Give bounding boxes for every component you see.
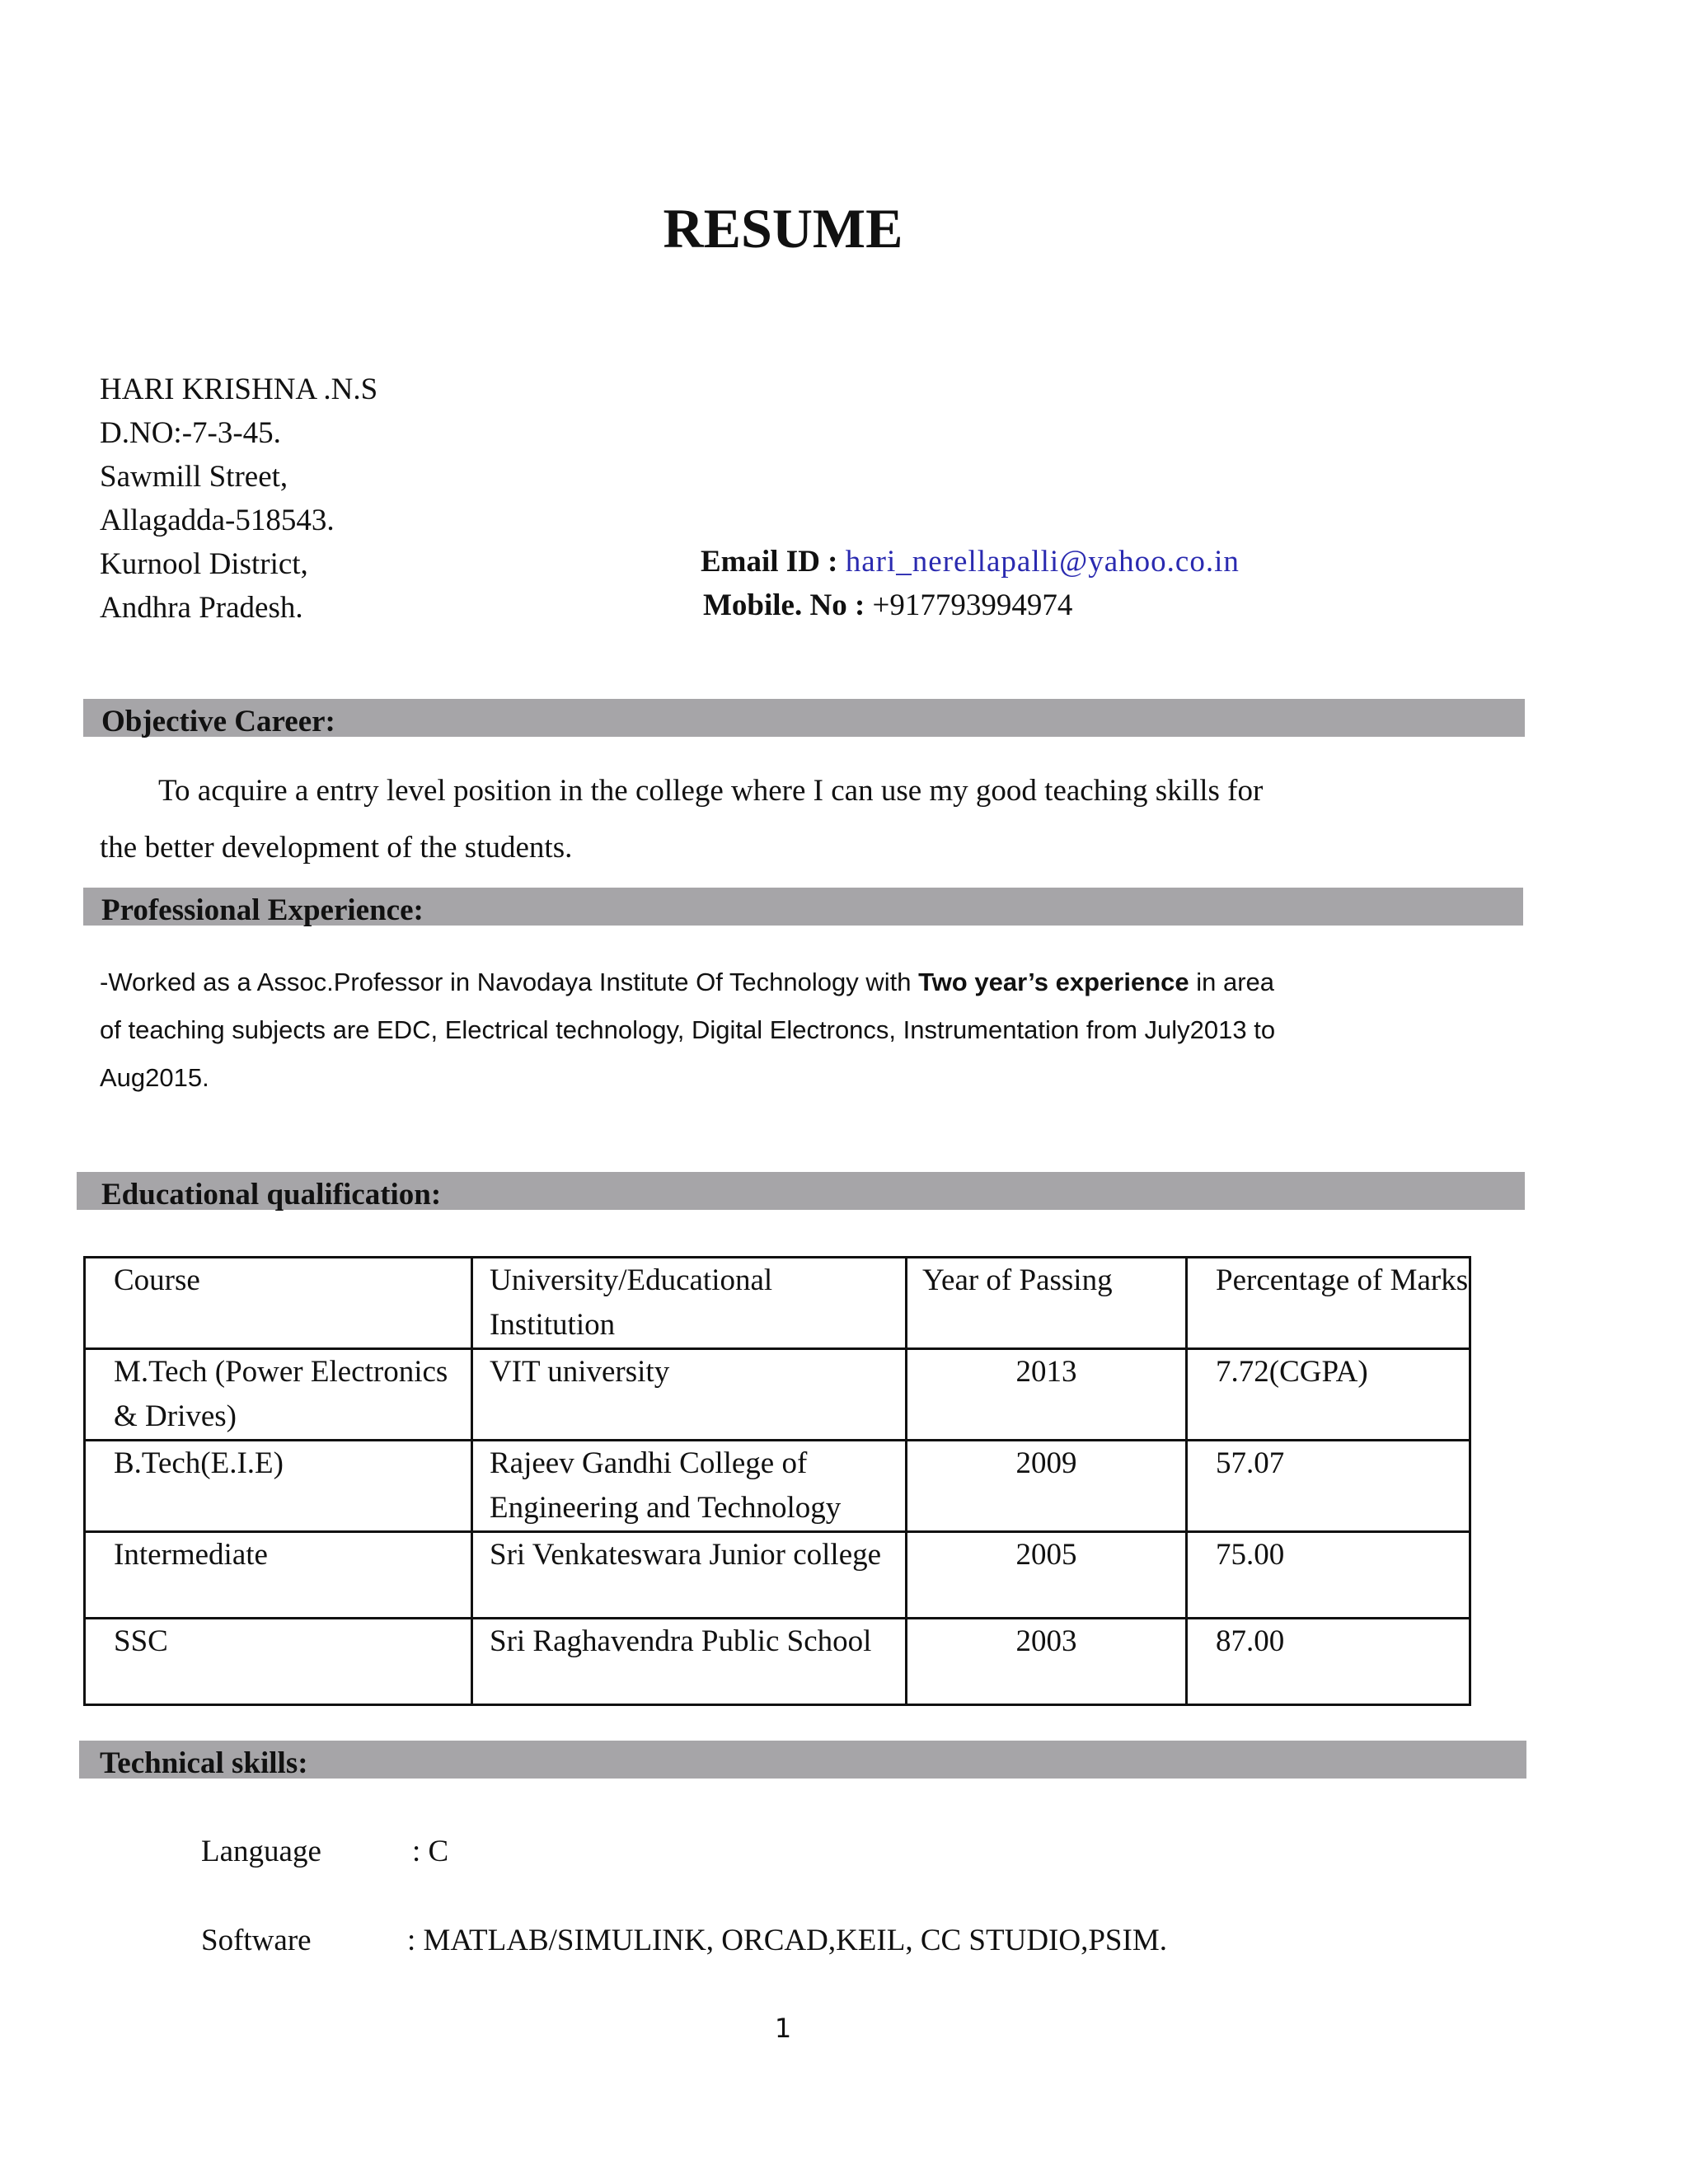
email-link[interactable]: hari_nerellapalli@yahoo.co.in <box>845 545 1240 579</box>
email-line <box>701 544 1240 579</box>
cell-marks: 75.00 <box>1187 1532 1470 1619</box>
mobile-number: +917793994974 <box>872 588 1073 622</box>
applicant-name: HARI KRISHNA .N.S <box>100 373 378 406</box>
experience-line-1 <box>100 968 1274 997</box>
experience-duration: Two year’s experience <box>918 968 1189 996</box>
cell-year: 2009 <box>907 1441 1187 1532</box>
mobile-label: Mobile. No : <box>703 588 865 622</box>
section-experience-title: Professional Experience: <box>101 893 424 927</box>
section-objective-title: Objective Career: <box>101 705 335 738</box>
cell-course: B.Tech(E.I.E) <box>85 1441 472 1532</box>
cell-institution: Sri Venkateswara Junior college <box>472 1532 907 1619</box>
address-door-no: D.NO:-7-3-45. <box>100 416 281 450</box>
cell-institution: Rajeev Gandhi College of Engineering and Technology <box>472 1441 907 1532</box>
cell-institution: Sri Raghavendra Public School <box>472 1619 907 1705</box>
section-skills-title: Technical skills: <box>100 1746 308 1780</box>
address-street: Sawmill Street, <box>100 460 288 494</box>
address-district: Kurnool District, <box>100 547 308 581</box>
cell-year: 2005 <box>907 1532 1187 1619</box>
experience-line-2: of teaching subjects are EDC, Electrical technology, Digital Electroncs, Instrumentation from July2013 to <box>100 1015 1276 1044</box>
cell-course: SSC <box>85 1619 472 1705</box>
email-label: Email ID : <box>701 545 838 579</box>
skill-software-label: Software <box>201 1924 312 1957</box>
objective-line-1: To acquire a entry level position in the college where I can use my good teaching skills for <box>158 774 1264 808</box>
table-row <box>85 1532 1470 1619</box>
experience-line-3: Aug2015. <box>100 1063 209 1092</box>
header-year: Year of Passing <box>907 1258 1187 1349</box>
skill-software-value: : MATLAB/SIMULINK, ORCAD,KEIL, CC STUDIO,PSIM. <box>407 1924 1167 1957</box>
skill-language-label: Language <box>201 1835 321 1868</box>
education-table <box>83 1256 1471 1706</box>
resume-title: RESUME <box>663 197 903 260</box>
header-institution: University/Educational Institution <box>472 1258 907 1349</box>
experience-text-post: in area <box>1189 968 1275 996</box>
cell-course: Intermediate <box>85 1532 472 1619</box>
header-marks: Percentage of Marks <box>1187 1258 1470 1349</box>
mobile-line <box>703 588 1072 623</box>
experience-text-pre: -Worked as a Assoc.Professor in Navodaya Institute Of Technology with <box>100 968 919 996</box>
section-education-title: Educational qualification: <box>101 1178 442 1212</box>
header-course: Course <box>85 1258 472 1349</box>
objective-line-2: the better development of the students. <box>100 831 573 865</box>
cell-marks: 57.07 <box>1187 1441 1470 1532</box>
section-experience <box>83 888 1523 926</box>
skill-language-value: : C <box>412 1835 449 1868</box>
cell-institution: VIT university <box>472 1349 907 1441</box>
cell-year: 2003 <box>907 1619 1187 1705</box>
cell-course: M.Tech (Power Electronics & Drives) <box>85 1349 472 1441</box>
section-education <box>77 1172 1525 1210</box>
cell-marks: 7.72(CGPA) <box>1187 1349 1470 1441</box>
address-town: Allagadda-518543. <box>100 504 335 537</box>
table-row <box>85 1441 1470 1532</box>
table-row <box>85 1349 1470 1441</box>
table-row <box>85 1619 1470 1705</box>
address-state: Andhra Pradesh. <box>100 591 303 625</box>
cell-year: 2013 <box>907 1349 1187 1441</box>
section-skills <box>79 1741 1526 1779</box>
table-header-row <box>85 1258 1470 1349</box>
section-objective <box>83 699 1525 737</box>
cell-marks: 87.00 <box>1187 1619 1470 1705</box>
page-number: 1 <box>774 2013 792 2044</box>
